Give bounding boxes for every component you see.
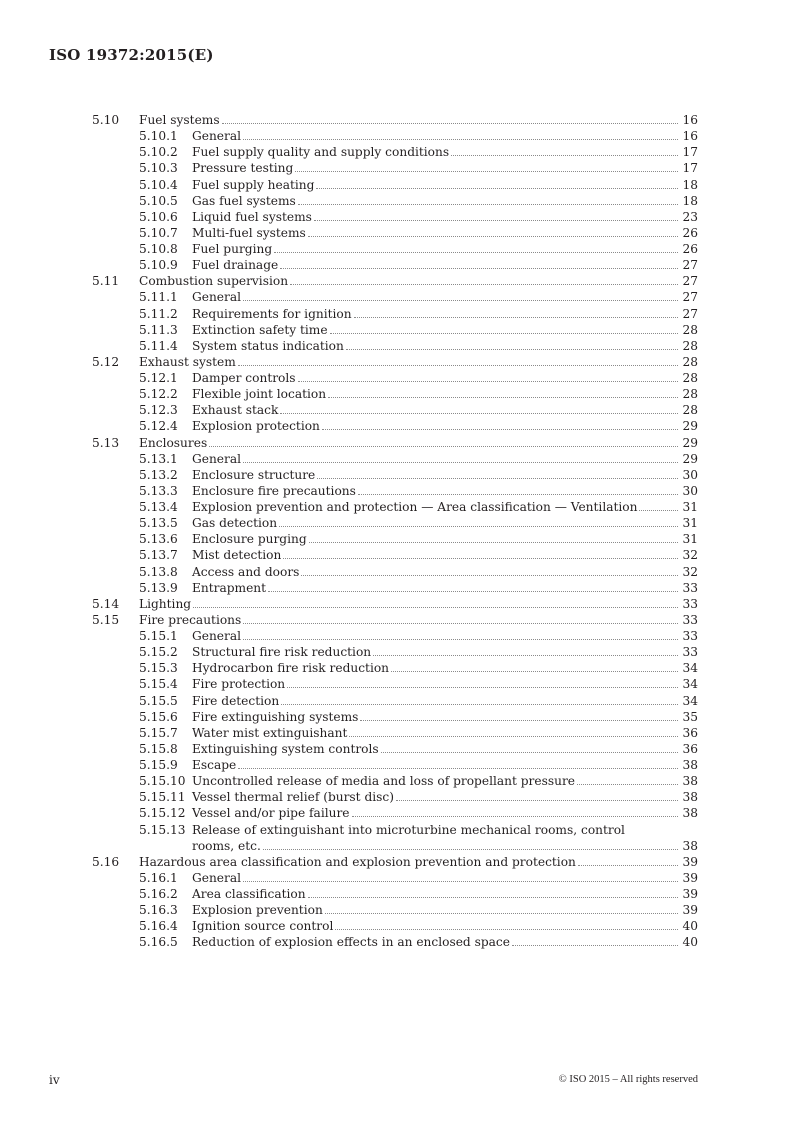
toc-dot-leader — [295, 160, 678, 172]
toc-dot-leader — [349, 725, 678, 737]
toc-subsection-entry[interactable] — [92, 580, 698, 596]
toc-entry-page: 27 — [682, 290, 698, 305]
toc-entry-page: 28 — [682, 403, 698, 418]
toc-subsection-entry[interactable] — [92, 289, 698, 305]
toc-entry-number: 5.13.9 — [139, 580, 178, 595]
toc-entry-page: 30 — [682, 483, 698, 498]
toc-entry-title: Escape — [192, 758, 237, 772]
toc-entry-title: Extinction safety time — [192, 322, 328, 337]
toc-entry-title: Fuel purging — [192, 242, 273, 256]
toc-entry-page: 38 — [682, 838, 698, 853]
toc-entry-page: 29 — [682, 451, 698, 466]
toc-dot-leader — [298, 193, 678, 205]
toc-entry-title: Area classification — [192, 887, 306, 901]
toc-dot-leader — [314, 209, 678, 221]
toc-entry-page: 31 — [682, 532, 698, 547]
toc-entry-title: Combustion supervision — [139, 274, 289, 289]
toc-subsection-entry[interactable] — [92, 177, 698, 193]
toc-entry-title: Entrapment — [192, 580, 267, 595]
toc-dot-leader — [238, 354, 678, 366]
toc-entry-number: 5.10.2 — [139, 145, 178, 160]
toc-entry-title: Exhaust stack — [192, 403, 279, 418]
toc-dot-leader — [354, 306, 678, 318]
toc-entry-page: 38 — [682, 790, 698, 805]
toc-entry-number: 5.15.4 — [139, 677, 178, 692]
toc-entry-title: Release of extinguishant into microturbine mechanical rooms, control — [192, 822, 625, 837]
toc-entry-title: Vessel and/or pipe failure — [192, 806, 350, 821]
toc-entry-page: 31 — [682, 516, 698, 531]
toc-entry-page: 16 — [682, 129, 698, 144]
toc-subsection-entry-continuation[interactable] — [92, 838, 698, 854]
toc-dot-leader — [243, 612, 678, 624]
toc-entry-page: 17 — [682, 161, 698, 176]
toc-subsection-entry[interactable] — [92, 241, 698, 257]
toc-entry-title: Fire extinguishing systems — [192, 709, 359, 724]
toc-entry-number: 5.15.1 — [139, 629, 178, 643]
toc-entry-number: 5.13.6 — [139, 532, 178, 547]
toc-entry-number: 5.10.6 — [139, 209, 178, 224]
toc-entry-number: 5.11.3 — [139, 322, 178, 337]
toc-entry-number: 5.10.3 — [139, 161, 178, 176]
toc-entry-page: 34 — [682, 693, 698, 708]
toc-dot-leader — [308, 886, 678, 898]
toc-entry-page: 29 — [682, 435, 698, 450]
toc-entry-page: 34 — [682, 661, 698, 676]
toc-entry-number: 5.10.8 — [139, 242, 178, 256]
toc-entry-number: 5.10.1 — [139, 129, 178, 144]
toc-dot-leader — [243, 451, 678, 463]
toc-entry-title: Flexible joint location — [192, 387, 327, 402]
toc-entry-title: Water mist extinguishant — [192, 725, 348, 740]
toc-dot-leader — [280, 402, 678, 414]
toc-dot-leader — [222, 112, 678, 124]
toc-entry-title: Fuel supply heating — [192, 177, 315, 192]
toc-subsection-entry[interactable] — [92, 725, 698, 741]
toc-dot-leader — [209, 435, 678, 447]
toc-entry-number: 5.13.4 — [139, 500, 178, 514]
toc-entry-number: 5.15 — [92, 612, 120, 627]
toc-dot-leader — [243, 289, 678, 301]
toc-subsection-entry[interactable] — [92, 709, 698, 725]
toc-dot-leader — [358, 483, 678, 495]
toc-dot-leader — [268, 580, 678, 592]
toc-entry-page: 31 — [682, 500, 698, 514]
toc-entry-page: 27 — [682, 274, 698, 289]
document-id-header: ISO 19372:2015(E) — [49, 46, 214, 64]
toc-entry-title: Hydrocarbon fire risk reduction — [192, 661, 390, 676]
toc-subsection-entry[interactable] — [92, 418, 698, 434]
toc-entry-title: Fire protection — [192, 677, 286, 692]
toc-subsection-entry[interactable] — [92, 144, 698, 160]
toc-entry-page: 34 — [682, 677, 698, 692]
toc-dot-leader — [287, 676, 678, 688]
toc-subsection-entry[interactable] — [92, 805, 698, 821]
toc-subsection-entry[interactable] — [92, 515, 698, 531]
toc-entry-number: 5.16.5 — [139, 935, 178, 950]
toc-entry-number: 5.15.8 — [139, 741, 178, 756]
toc-entry-page: 36 — [682, 725, 698, 740]
toc-entry-number: 5.13.3 — [139, 483, 178, 498]
toc-entry-page: 30 — [682, 467, 698, 482]
toc-subsection-entry[interactable] — [92, 451, 698, 467]
toc-entry-number: 5.15.11 — [139, 790, 186, 805]
toc-dot-leader — [381, 741, 678, 753]
toc-subsection-entry[interactable] — [92, 193, 698, 209]
toc-entry-number: 5.10.5 — [139, 193, 178, 208]
toc-entry-title: Damper controls — [192, 371, 296, 385]
toc-entry-number: 5.10 — [92, 113, 120, 127]
toc-subsection-entry[interactable] — [92, 257, 698, 273]
toc-subsection-entry[interactable] — [92, 547, 698, 563]
toc-entry-number: 5.13.2 — [139, 467, 178, 482]
toc-entry-title: Access and doors — [192, 564, 300, 579]
toc-subsection-entry[interactable] — [92, 128, 698, 144]
toc-entry-title: General — [192, 629, 241, 643]
toc-entry-number: 5.12.4 — [139, 419, 178, 434]
toc-subsection-entry[interactable] — [92, 402, 698, 418]
toc-entry-title: Requirements for ignition — [192, 306, 352, 321]
toc-section-entry[interactable] — [92, 435, 698, 451]
toc-subsection-entry[interactable] — [92, 322, 698, 338]
toc-entry-page: 33 — [682, 612, 698, 627]
toc-entry-number: 5.13.8 — [139, 564, 178, 579]
toc-entry-number: 5.15.6 — [139, 709, 178, 724]
toc-entry-title: Gas detection — [192, 516, 278, 531]
toc-entry-number: 5.13.7 — [139, 548, 178, 563]
toc-entry-number: 5.13.1 — [139, 451, 178, 466]
toc-entry-page: 39 — [682, 903, 698, 918]
toc-entry-title: Enclosure purging — [192, 532, 307, 547]
toc-entry-page: 26 — [682, 242, 698, 256]
toc-subsection-entry[interactable] — [92, 160, 698, 176]
toc-subsection-entry[interactable] — [92, 306, 698, 322]
toc-entry-page: 33 — [682, 596, 698, 611]
toc-entry-page: 18 — [682, 193, 698, 208]
toc-subsection-entry[interactable] — [92, 370, 698, 386]
toc-dot-leader — [290, 273, 678, 285]
toc-dot-leader — [578, 854, 678, 866]
page-number: iv — [49, 1073, 60, 1087]
toc-entry-title: Vessel thermal relief (burst disc) — [192, 790, 394, 805]
toc-entry-page: 38 — [682, 758, 698, 772]
toc-entry-number: 5.12 — [92, 354, 120, 369]
toc-subsection-entry[interactable] — [92, 531, 698, 547]
toc-entry-page: 33 — [682, 580, 698, 595]
toc-section-entry[interactable] — [92, 612, 698, 628]
toc-entry-number: 5.11.4 — [139, 338, 178, 353]
toc-subsection-entry[interactable] — [92, 644, 698, 660]
toc-dot-leader — [451, 144, 678, 156]
toc-dot-leader — [328, 386, 678, 398]
toc-entry-title: Fuel systems — [139, 113, 220, 127]
toc-entry-title: Fire detection — [192, 693, 280, 708]
toc-entry-number: 5.15.13 — [139, 822, 186, 837]
toc-entry-number: 5.10.4 — [139, 177, 178, 192]
toc-entry-page: 27 — [682, 258, 698, 273]
toc-entry-number: 5.15.7 — [139, 725, 178, 740]
toc-entry-number: 5.15.5 — [139, 693, 178, 708]
toc-entry-page: 26 — [682, 225, 698, 240]
toc-entry-title: Mist detection — [192, 548, 282, 563]
toc-entry-page: 38 — [682, 806, 698, 821]
toc-section-entry[interactable] — [92, 854, 698, 870]
toc-entry-page: 39 — [682, 887, 698, 901]
toc-dot-leader — [243, 128, 678, 140]
toc-entry-title: Hazardous area classification and explosion prevention and protection — [139, 854, 576, 869]
toc-entry-page: 32 — [682, 548, 698, 563]
toc-entry-number: 5.10.9 — [139, 258, 178, 273]
toc-entry-title: General — [192, 129, 241, 144]
toc-entry-page: 33 — [682, 629, 698, 643]
toc-entry-title: Structural fire risk reduction — [192, 645, 372, 660]
toc-dot-leader — [308, 225, 678, 237]
toc-dot-leader — [512, 934, 678, 946]
toc-entry-title: Fire precautions — [139, 612, 242, 627]
toc-entry-page: 28 — [682, 387, 698, 402]
toc-entry-title: Ignition source control — [192, 919, 334, 934]
toc-section-entry[interactable] — [92, 354, 698, 370]
toc-entry-number: 5.11 — [92, 274, 120, 289]
toc-subsection-entry[interactable] — [92, 660, 698, 676]
toc-entry-page: 16 — [682, 113, 698, 127]
toc-entry-title: Enclosure fire precautions — [192, 483, 356, 498]
toc-entry-number: 5.13.5 — [139, 516, 178, 531]
toc-subsection-entry[interactable] — [92, 741, 698, 757]
toc-entry-page: 18 — [682, 177, 698, 192]
toc-dot-leader — [391, 660, 678, 672]
toc-entry-number: 5.12.2 — [139, 387, 178, 402]
toc-dot-leader — [243, 870, 678, 882]
toc-subsection-entry[interactable] — [92, 483, 698, 499]
toc-entry-page: 28 — [682, 322, 698, 337]
toc-subsection-entry[interactable] — [92, 467, 698, 483]
toc-entry-page: 36 — [682, 741, 698, 756]
toc-subsection-entry[interactable] — [92, 870, 698, 886]
toc-entry-number: 5.12.3 — [139, 403, 178, 418]
toc-dot-leader — [330, 322, 678, 334]
toc-dot-leader — [238, 757, 678, 769]
toc-dot-leader — [335, 918, 678, 930]
toc-subsection-entry[interactable] — [92, 225, 698, 241]
toc-entry-title: Fuel drainage — [192, 258, 279, 273]
toc-dot-leader — [639, 499, 678, 511]
toc-section-entry[interactable] — [92, 596, 698, 612]
toc-entry-title: Enclosure structure — [192, 467, 316, 482]
toc-entry-page: 17 — [682, 145, 698, 160]
toc-dot-leader — [396, 789, 678, 801]
toc-entry-title-continuation: rooms, etc. — [192, 838, 261, 853]
toc-section-entry[interactable] — [92, 273, 698, 289]
toc-dot-leader — [298, 370, 678, 382]
toc-entry-title: General — [192, 870, 241, 885]
toc-entry-page: 33 — [682, 645, 698, 660]
toc-dot-leader — [346, 338, 678, 350]
toc-entry-number: 5.15.9 — [139, 758, 178, 772]
toc-subsection-entry[interactable] — [92, 902, 698, 918]
toc-entry-page: 39 — [682, 870, 698, 885]
toc-entry-title: Gas fuel systems — [192, 193, 296, 208]
toc-entry-number: 5.16.1 — [139, 870, 178, 885]
toc-entry-title: General — [192, 451, 241, 466]
toc-dot-leader — [316, 177, 678, 189]
toc-entry-page: 28 — [682, 338, 698, 353]
toc-entry-number: 5.16.2 — [139, 887, 178, 901]
toc-entry-page: 29 — [682, 419, 698, 434]
toc-entry-page: 39 — [682, 854, 698, 869]
toc-entry-title: Extinguishing system controls — [192, 741, 379, 756]
toc-entry-title: Fuel supply quality and supply conditions — [192, 145, 450, 160]
toc-dot-leader — [317, 467, 678, 479]
toc-subsection-entry[interactable] — [92, 499, 698, 515]
toc-dot-leader — [283, 547, 678, 559]
toc-entry-number: 5.13 — [92, 435, 120, 450]
toc-subsection-entry[interactable] — [92, 918, 698, 934]
toc-subsection-entry[interactable] — [92, 773, 698, 789]
toc-entry-number: 5.10.7 — [139, 225, 178, 240]
toc-subsection-entry[interactable] — [92, 757, 698, 773]
toc-subsection-entry[interactable] — [92, 693, 698, 709]
toc-entry-title: Enclosures — [139, 435, 208, 450]
toc-entry-number: 5.16.3 — [139, 903, 178, 918]
toc-entry-title: Liquid fuel systems — [192, 209, 312, 224]
toc-dot-leader — [280, 257, 678, 269]
toc-dot-leader — [360, 709, 678, 721]
toc-dot-leader — [301, 564, 678, 576]
toc-entry-title: Multi-fuel systems — [192, 225, 306, 240]
toc-dot-leader — [243, 628, 678, 640]
toc-subsection-entry[interactable] — [92, 386, 698, 402]
toc-subsection-entry[interactable] — [92, 934, 698, 950]
toc-entry-page: 27 — [682, 306, 698, 321]
toc-entry-title: Uncontrolled release of media and loss of propellant pressure — [192, 774, 575, 789]
toc-entry-page: 38 — [682, 774, 698, 789]
toc-dot-leader — [373, 644, 678, 656]
toc-entry-title: Explosion prevention and protection — Area classification — Ventilation — [192, 500, 638, 514]
toc-entry-page: 28 — [682, 354, 698, 369]
toc-dot-leader — [577, 773, 678, 785]
toc-dot-leader — [281, 693, 678, 705]
toc-dot-leader — [193, 596, 678, 608]
toc-entry-number: 5.14 — [92, 596, 120, 611]
toc-subsection-entry[interactable] — [92, 676, 698, 692]
toc-entry-title: Exhaust system — [139, 354, 236, 369]
toc-entry-title: Lighting — [139, 596, 192, 611]
toc-entry-page: 40 — [682, 935, 698, 950]
toc-entry-title: Reduction of explosion effects in an enclosed space — [192, 935, 510, 950]
toc-dot-leader — [309, 531, 678, 543]
toc-entry-page: 35 — [682, 709, 698, 724]
toc-entry-title: Pressure testing — [192, 161, 294, 176]
toc-entry-number: 5.12.1 — [139, 371, 178, 385]
copyright-notice: © ISO 2015 – All rights reserved — [558, 1074, 698, 1085]
toc-dot-leader — [352, 805, 679, 817]
toc-subsection-entry[interactable] — [92, 338, 698, 354]
toc-dot-leader — [263, 838, 678, 850]
toc-entry-page: 32 — [682, 564, 698, 579]
toc-dot-leader — [322, 418, 678, 430]
toc-entry-number: 5.16 — [92, 854, 120, 869]
toc-entry-number: 5.11.1 — [139, 290, 178, 305]
toc-dot-leader — [274, 241, 678, 253]
toc-entry-number: 5.15.10 — [139, 774, 186, 789]
toc-entry-page: 28 — [682, 371, 698, 385]
toc-subsection-entry[interactable] — [92, 822, 698, 838]
toc-dot-leader — [325, 902, 678, 914]
toc-entry-number: 5.15.3 — [139, 661, 178, 676]
toc-subsection-entry[interactable] — [92, 564, 698, 580]
toc-entry-title: System status indication — [192, 338, 344, 353]
toc-dot-leader — [279, 515, 678, 527]
toc-section-entry[interactable] — [92, 112, 698, 128]
toc-entry-number: 5.15.2 — [139, 645, 178, 660]
toc-entry-title: Explosion prevention — [192, 903, 323, 918]
toc-entry-title: General — [192, 290, 241, 305]
toc-subsection-entry[interactable] — [92, 886, 698, 902]
toc-entry-number: 5.16.4 — [139, 919, 178, 934]
toc-entry-number: 5.11.2 — [139, 306, 178, 321]
toc-entry-page: 40 — [682, 919, 698, 934]
toc-subsection-entry[interactable] — [92, 789, 698, 805]
toc-entry-title: Explosion protection — [192, 419, 320, 434]
toc-entry-page: 23 — [682, 209, 698, 224]
toc-subsection-entry[interactable] — [92, 209, 698, 225]
toc-entry-number: 5.15.12 — [139, 806, 186, 821]
toc-subsection-entry[interactable] — [92, 628, 698, 644]
table-of-contents — [92, 112, 698, 951]
